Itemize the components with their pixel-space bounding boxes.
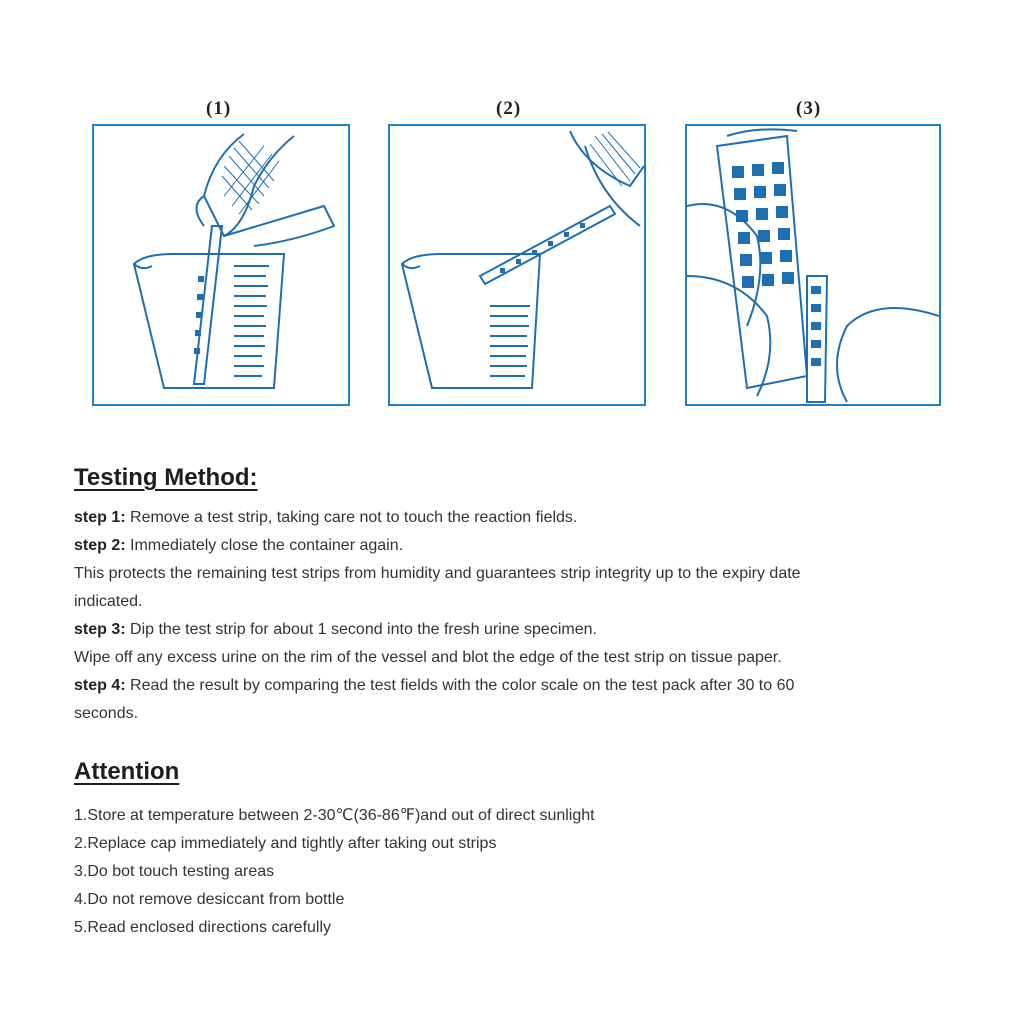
method-line: Wipe off any excess urine on the rim of the vessel and blot the edge of the test strip on tissue paper.	[74, 649, 782, 666]
panel-2-label: (2)	[496, 98, 522, 119]
panel-3-label: (3)	[796, 98, 822, 119]
illustration-panels	[0, 0, 1024, 420]
method-line: This protects the remaining test strips from humidity and guarantees strip integrity up to the expiry date	[74, 565, 801, 582]
dip-strip-illustration	[94, 126, 348, 404]
method-line: step 1: Remove a test strip, taking care not to touch the reaction fields.	[74, 509, 578, 526]
attention-item: 2.Replace cap immediately and tightly after taking out strips	[74, 835, 497, 852]
testing-method-heading: Testing Method:	[74, 464, 258, 491]
panel-1-dip-illustration	[92, 124, 350, 406]
attention-item: 3.Do bot touch testing areas	[74, 863, 275, 880]
method-line: indicated.	[74, 593, 143, 610]
panel-2-wipe-illustration	[388, 124, 646, 406]
compare-color-scale-illustration	[687, 126, 939, 404]
method-line: step 2: Immediately close the container again.	[74, 537, 404, 554]
panel-3-compare-illustration	[685, 124, 941, 406]
attention-item: 1.Store at temperature between 2-30℃(36-86℉)and out of direct sunlight	[74, 807, 595, 824]
method-line: step 3: Dip the test strip for about 1 second into the fresh urine specimen.	[74, 621, 597, 638]
panel-1-label: (1)	[206, 98, 232, 119]
method-line: step 4: Read the result by comparing the test fields with the color scale on the test pack after 30 to 60	[74, 677, 795, 694]
method-line: seconds.	[74, 705, 139, 722]
attention-item: 5.Read enclosed directions carefully	[74, 919, 332, 936]
wipe-strip-illustration	[390, 126, 644, 404]
attention-heading: Attention	[74, 758, 180, 785]
attention-item: 4.Do not remove desiccant from bottle	[74, 891, 345, 908]
